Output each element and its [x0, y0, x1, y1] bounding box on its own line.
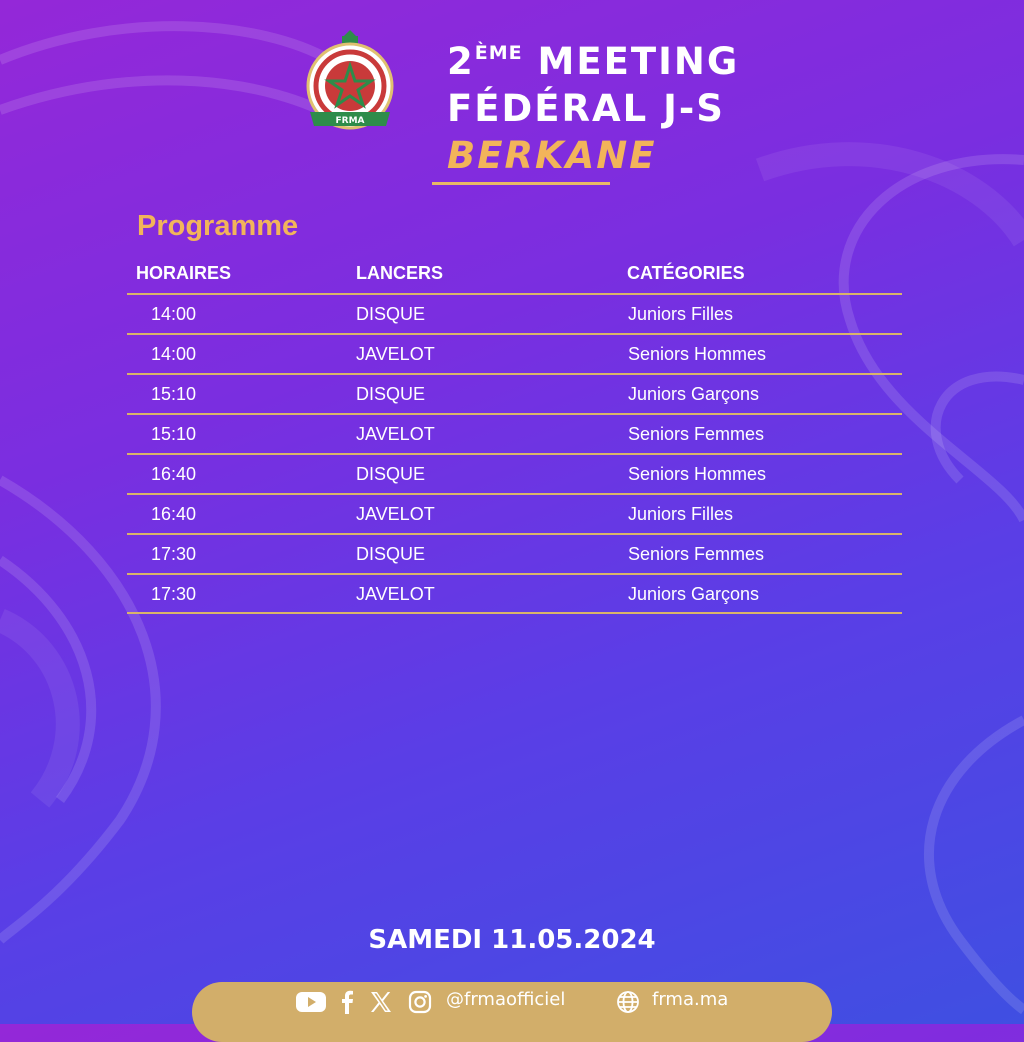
table-rule	[127, 333, 902, 335]
row-event: DISQUE	[356, 384, 426, 404]
row-time: 17:30	[151, 544, 197, 564]
website-link[interactable]: frma.ma	[652, 989, 729, 1010]
column-header-lancers: LANCERS	[356, 263, 444, 283]
table-rule	[127, 533, 902, 535]
title-line-1	[447, 30, 739, 85]
row-category: Seniors Femmes	[628, 424, 765, 444]
row-time: 15:10	[151, 384, 197, 404]
instagram-icon[interactable]	[408, 990, 432, 1014]
column-header-horaires: HORAIRES	[136, 263, 232, 283]
table-rule	[127, 493, 902, 495]
social-handle[interactable]: @frmaofficiel	[446, 989, 566, 1010]
table-rule	[127, 612, 902, 614]
table-rule	[127, 293, 902, 295]
table-rule	[127, 413, 902, 415]
table-rule	[127, 453, 902, 455]
event-date: SAMEDI 11.05.2024	[368, 925, 656, 955]
facebook-icon[interactable]	[340, 990, 354, 1014]
row-event: DISQUE	[356, 544, 426, 564]
row-time: 14:00	[151, 304, 197, 324]
programme-title: Programme	[137, 210, 299, 242]
row-time: 14:00	[151, 344, 197, 364]
title-number: 2	[447, 40, 475, 83]
youtube-icon[interactable]	[295, 990, 327, 1014]
table-rule	[127, 573, 902, 575]
row-time: 16:40	[151, 504, 197, 524]
title-city: BERKANE	[447, 134, 657, 177]
row-event: JAVELOT	[356, 344, 435, 364]
title-suffix: ÈME	[474, 42, 523, 64]
row-time: 16:40	[151, 464, 197, 484]
column-header-categories: CATÉGORIES	[627, 263, 745, 283]
event-title	[447, 30, 739, 179]
row-event: JAVELOT	[356, 504, 435, 524]
row-category: Juniors Garçons	[628, 384, 760, 404]
table-rule	[127, 373, 902, 375]
frma-logo-emblem	[304, 30, 396, 138]
row-category: Seniors Hommes	[628, 464, 767, 484]
title-word: MEETING	[537, 40, 740, 83]
row-time: 15:10	[151, 424, 197, 444]
title-underline	[432, 182, 610, 185]
logo-text: FRMA	[335, 116, 365, 126]
row-category: Seniors Femmes	[628, 544, 765, 564]
title-line-2: FÉDÉRAL J-S	[447, 87, 725, 130]
row-event: JAVELOT	[356, 584, 435, 604]
row-time: 17:30	[151, 584, 197, 604]
row-event: DISQUE	[356, 464, 426, 484]
row-category: Seniors Hommes	[628, 344, 767, 364]
row-category: Juniors Filles	[628, 504, 734, 524]
row-event: DISQUE	[356, 304, 426, 324]
row-event: JAVELOT	[356, 424, 435, 444]
globe-icon	[616, 990, 640, 1014]
row-category: Juniors Filles	[628, 304, 734, 324]
x-icon[interactable]	[369, 990, 393, 1014]
row-category: Juniors Garçons	[628, 584, 760, 604]
